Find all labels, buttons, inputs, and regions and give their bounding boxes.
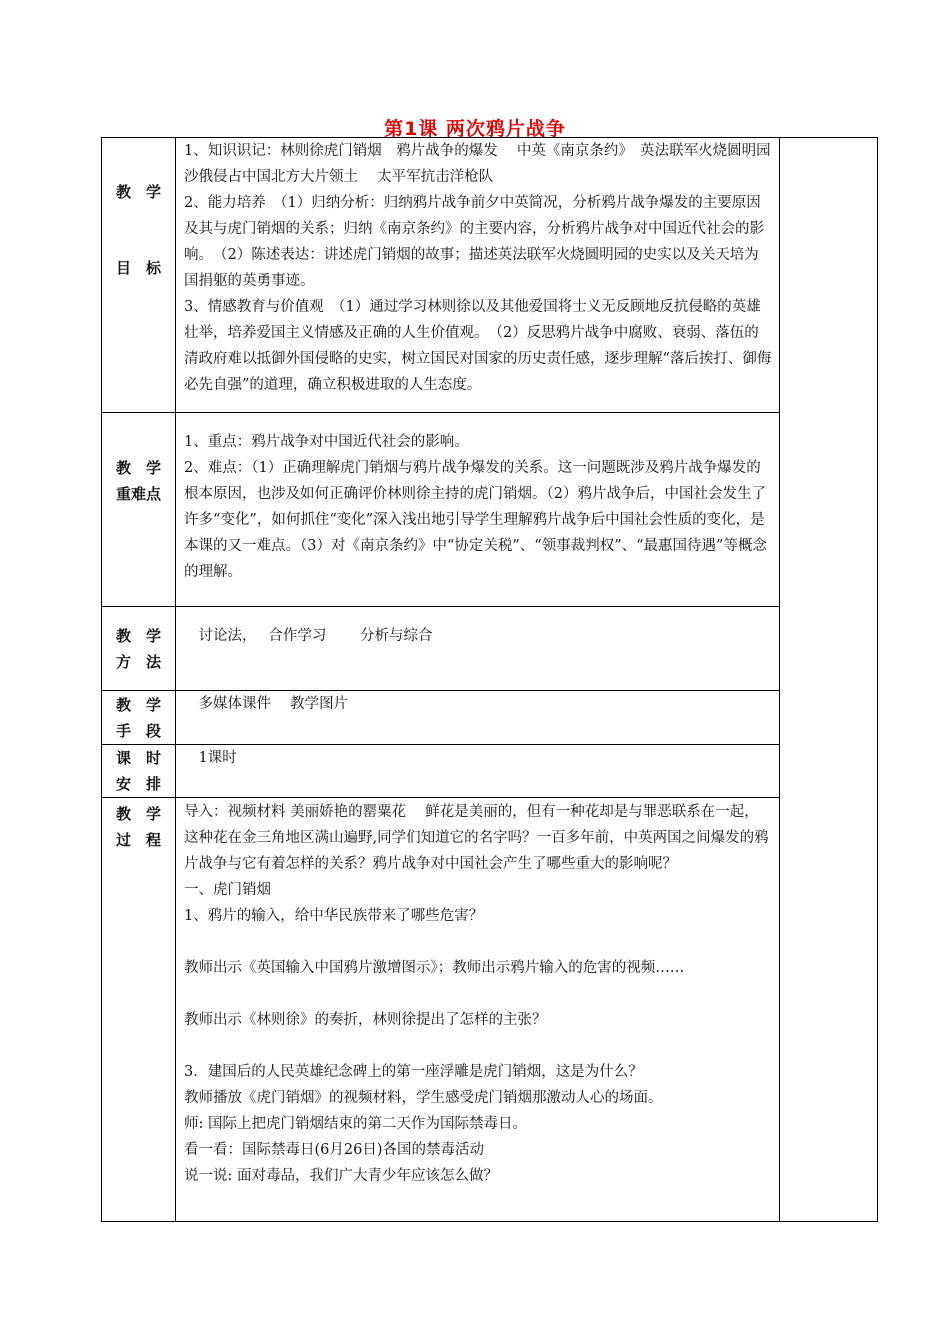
keypoints-focus: 1、重点：鸦片战争对中国近代社会的影响。 <box>184 434 469 450</box>
methods-label-line1: 教 学 <box>115 627 161 645</box>
objectives-content <box>176 138 786 413</box>
methods-label <box>102 607 176 691</box>
process-look-activity: 看一看：国际禁毒日(6月26日)各国的禁毒活动 <box>184 1142 484 1158</box>
process-teacher-shows-memorial: 教师出示《林则徐》的奏折，林则徐提出了怎样的主张？ <box>184 1012 547 1028</box>
process-label-line1: 教 学 <box>115 805 161 823</box>
process-content <box>176 798 780 1222</box>
keypoints-difficulty: 2、难点：（1）正确理解虎门销烟与鸦片战争爆发的关系。这一问题既涉及鸦片战争爆发的根本原因，也涉及如何正确评价林则徐主持的虎门销烟。（2）鸦片战争后，中国社会发生了许多“变化”，如何抓住“变化”深入浅出地引导学生理解鸦片战争后中国社会性质的变化，是本课的又一难点。（3）对《南京条约》中“协定关税”、“领事裁判权”、“最惠国待遇”等概念的理解。 <box>184 460 767 580</box>
hours-label-line2: 安 排 <box>115 775 161 793</box>
keypoints-label-line2: 重难点 <box>115 485 161 503</box>
methods-content <box>176 607 780 691</box>
objectives-label-line2: 目 标 <box>115 259 161 277</box>
means-text: 多媒体课件 教学图片 <box>184 696 349 712</box>
lesson-title: 第1课 两次鸦片战争 <box>384 118 566 140</box>
process-row <box>102 798 878 1222</box>
process-video-note: 教师播放《虎门销烟》的视频材料，学生感受虎门销烟那激动人心的场面。 <box>184 1090 663 1106</box>
hours-label <box>102 745 176 798</box>
objectives-ability: 2、能力培养 （1）归纳分析：归纳鸦片战争前夕中英简况，分析鸦片战争爆发的主要原因及其与虎门销烟的关系；归纳《南京条约》的主要内容，分析鸦片战争对中国近代社会的影响。 （2）陈述表达：讲述虎门销烟的故事；描述英法联军火烧圆明园的史实以及关天培为国捐躯的英勇事迹。 <box>184 195 764 289</box>
process-section-heading: 一、虎门销烟 <box>184 882 271 898</box>
process-teacher-shows-chart: 教师出示《英国输入中国鸦片激增图示》；教师出示鸦片输入的危害的视频…… <box>184 960 685 976</box>
lesson-plan-table <box>101 137 878 1222</box>
objectives-label <box>102 138 176 413</box>
means-label-line1: 教 学 <box>115 696 161 714</box>
objectives-label-line1: 教 学 <box>115 183 161 201</box>
keypoints-label <box>102 413 176 607</box>
keypoints-row <box>102 413 878 607</box>
hours-text: 1课时 <box>184 750 237 766</box>
objectives-knowledge: 1、知识识记：林则徐虎门销烟 鸦片战争的爆发 中英《南京条约》 英法联军火烧圆明园 沙俄侵占中国北方大片领土 太平军抗击洋枪队 <box>184 143 786 185</box>
means-label-line2: 手 段 <box>115 722 161 740</box>
means-row <box>102 691 878 745</box>
process-spacer <box>184 929 773 955</box>
process-label-line2: 过 程 <box>115 831 161 849</box>
hours-row <box>102 745 878 798</box>
keypoints-label-line1: 教 学 <box>115 459 161 477</box>
objectives-row <box>102 138 878 413</box>
blank-side-column <box>780 138 878 1222</box>
methods-text: 讨论法， 合作学习 分析与综合 <box>184 628 433 644</box>
process-label <box>102 798 176 1222</box>
hours-content <box>176 745 780 798</box>
methods-label-line2: 方 法 <box>115 653 161 671</box>
objectives-values: 3、情感教育与价值观 （1）通过学习林则徐以及其他爱国将士义无反顾地反抗侵略的英雄壮举，培养爱国主义情感及正确的人生价值观。 （2）反思鸦片战争中腐败、衰弱、落伍的清政府难以抵御外国侵略的史实，树立国民对国家的历史责任感，逐步理解“落后挨打、御侮必先自强”的道理，确立积极进取的人生态度。 <box>184 299 772 393</box>
process-discuss-activity: 说一说: 面对毒品，我们广大青少年应该怎么做？ <box>184 1168 498 1184</box>
hours-label-line1: 课 时 <box>115 749 161 767</box>
keypoints-content <box>176 413 780 607</box>
process-intro: 导入：视频材料 美丽娇艳的罂粟花 鲜花是美丽的，但有一种花却是与罪恶联系在一起，这种花在金三角地区满山遍野,同学们知道它的名字吗？一百多年前，中英两国之间爆发的鸦片战争与它有着怎样的关系？鸦片战争对中国社会产生了哪些重大的影响呢？ <box>184 804 769 872</box>
process-spacer <box>184 981 773 1007</box>
process-antidrug-day: 师: 国际上把虎门销烟结束的第二天作为国际禁毒日。 <box>184 1116 527 1132</box>
means-label <box>102 691 176 745</box>
process-question-3: 3．建国后的人民英雄纪念碑上的第一座浮雕是虎门销烟，这是为什么？ <box>184 1064 643 1080</box>
means-content <box>176 691 780 745</box>
methods-row <box>102 607 878 691</box>
process-question-1: 1、鸦片的输入，给中华民族带来了哪些危害？ <box>184 908 484 924</box>
process-spacer <box>184 1033 773 1059</box>
